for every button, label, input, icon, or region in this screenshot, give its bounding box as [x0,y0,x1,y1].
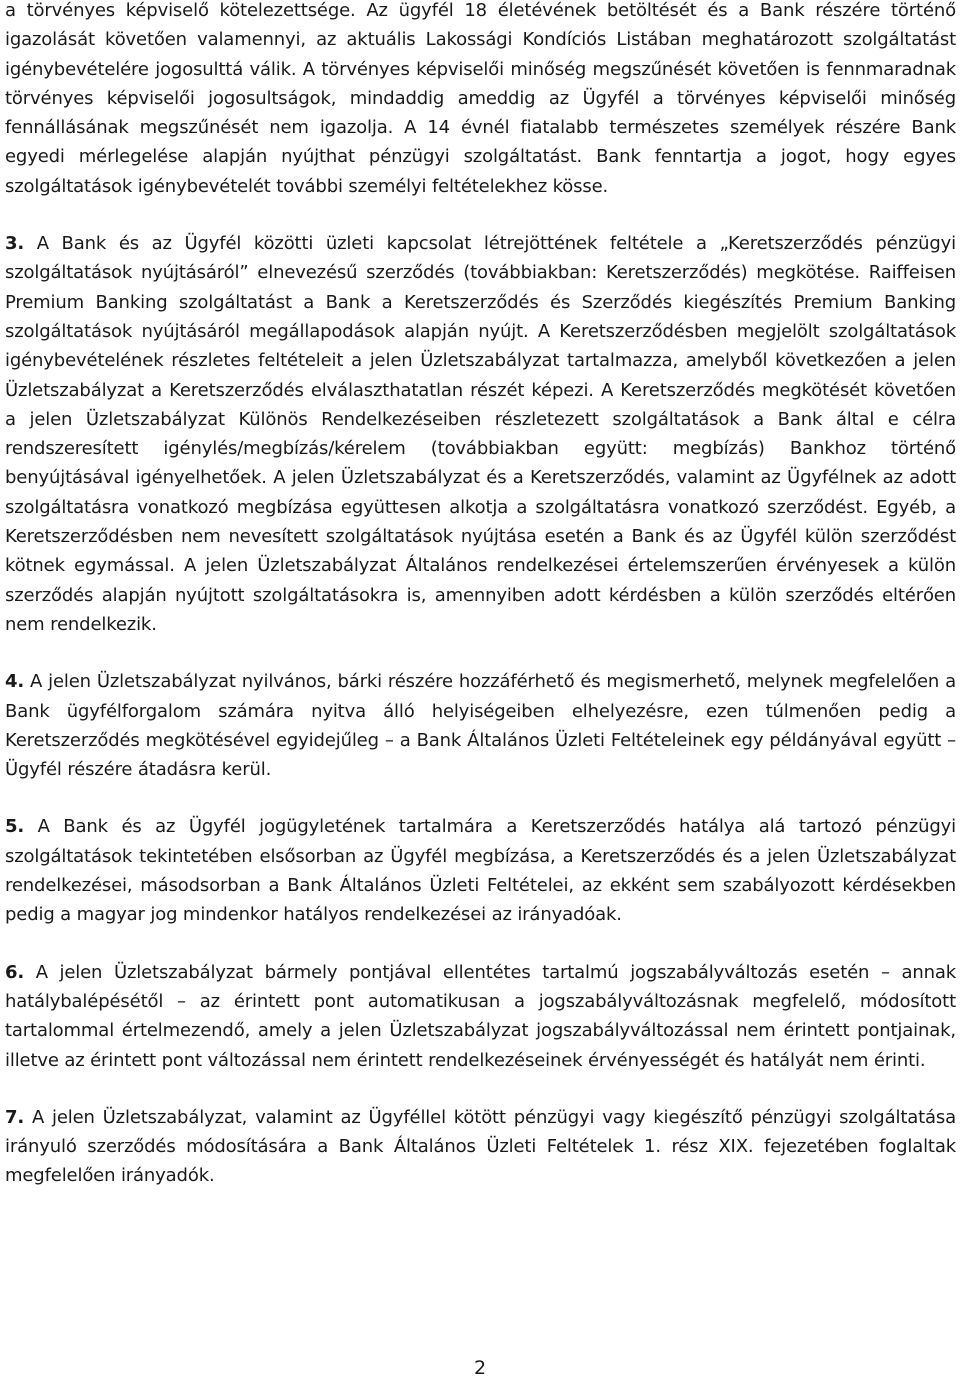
paragraph-5 [5,812,956,929]
paragraph-number: 7. [5,1106,25,1128]
paragraph-gap [5,784,956,812]
paragraph-number: 5. [5,816,25,838]
paragraph-text: A jelen Üzletszabályzat, valamint az Ügyféllel kötött pénzügyi vagy kiegészítő pénzügyi szolgáltatása irányuló szerződés módosítására a Bank Általános Üzleti Feltételek 1. rész XIX. fejezetében foglaltak megfelelően irányadók. [5,1106,956,1187]
paragraph-6 [5,958,956,1075]
paragraph-number: 6. [5,961,25,983]
paragraph-7 [5,1103,956,1191]
paragraph-text: A jelen Üzletszabályzat nyilvános, bárki részére hozzáférhető és megismerhető, melynek megfelelően a Bank ügyfélforgalom számára nyitva álló helyiségeiben elhelyezésre, ezen túlmenően pedig a Keretszerződés megkötésével egyidejűleg – a Bank Általános Üzleti Feltételeinek egy példányával együtt – Ügyfél részére átadásra kerül. [5,671,956,781]
paragraph-text: a törvényes képviselő kötelezettsége. Az ügyfél 18 életévének betöltését és a Bank részére történő igazolását követően valamennyi, az aktuális Lakossági Kondíciós Listában meghatározott szolgáltatást igénybevételére jogosulttá válik. A törvényes képviselői minőség megszűnését követően is fennmaradnak törvényes képviselői jogosultságok, mindaddig ameddig az Ügyfél a törvényes képviselői minőség fennállásának megszűnését nem igazolja. A 14 évnél fiatalabb természetes személyek részére Bank egyedi mérlegelése alapján nyújthat pénzügyi szolgáltatást. Bank fenntartja a jogot, hogy egyes szolgáltatások igénybevételét további személyi feltételekhez kösse. [5,0,956,197]
paragraph-text: A Bank és az Ügyfél közötti üzleti kapcsolat létrejöttének feltétele a „Keretszerződés pénzügyi szolgáltatások nyújtásáról” elnevezésű szerződés (továbbiakban: Keretszerződés) megkötése. Raiffeisen Premium Banking szolgáltatást a Bank a Keretszerződés és Szerződés kiegészítés Premium Banking szolgáltatások nyújtásáról megállapodások alapján nyújt. A Keretszerződésben megjelölt szolgáltatások igénybevételének részletes feltételeit a jelen Üzletszabályzat tartalmazza, amelyből következően a jelen Üzletszabályzat a Keretszerződés elválaszthatatlan részét képezi. A Keretszerződés megkötését követően a jelen Üzletszabályzat Különös Rendelkezéseiben részletezett szolgáltatások a Bank által e célra rendszeresített igénylés/megbízás/kérelem (továbbiakban együtt: megbízás) Bankhoz történő benyújtásával igényelhetőek. A jelen Üzletszabályzat és a Keretszerződés, valamint az Ügyfélnek az adott szolgáltatásra vonatkozó megbízása együttesen alkotja a szolgáltatásra vonatkozó szerződést. Egyéb, a Keretszerződésben nem nevesített szolgáltatások nyújtása esetén a Bank és az Ügyfél külön szerződést kötnek egymással. A jelen Üzletszabályzat Általános rendelkezései értelemszerűen érvényesek a külön szerződés alapján nyújtott szolgáltatásokra is, amennyiben adott kérdésben a külön szerződés eltérően nem rendelkezik. [5,233,956,635]
document-page [5,0,956,1191]
paragraph-gap [5,1075,956,1103]
paragraph-number: 3. [5,233,25,255]
page-number: 2 [473,1357,487,1379]
paragraph-gap [5,639,956,667]
paragraph-3 [5,229,956,639]
paragraph-text: A Bank és az Ügyfél jogügyletének tartalmára a Keretszerződés hatálya alá tartozó pénzügyi szolgáltatások tekintetében elsősorban az Ügyfél megbízása, a Keretszerződés és a jelen Üzletszabályzat rendelkezései, másodsorban a Bank Általános Üzleti Feltételei, az ekként sem szabályozott kérdésekben pedig a magyar jog mindenkor hatályos rendelkezései az irányadóak. [5,816,956,926]
paragraph-continuation [5,0,956,201]
paragraph-text: A jelen Üzletszabályzat bármely pontjával ellentétes tartalmú jogszabályváltozás esetén – annak hatálybalépésétől – az érintett pont automatikusan a jogszabályváltozásnak megfelelő, módosított tartalommal értelmezendő, amely a jelen Üzletszabályzat jogszabályváltozással nem érintett pontjainak, illetve az érintett pont változással nem érintett rendelkezéseinek érvényességét és hatályát nem érinti. [5,961,956,1071]
paragraph-gap [5,930,956,958]
paragraph-gap [5,201,956,229]
paragraph-4 [5,667,956,784]
paragraph-number: 4. [5,671,25,693]
